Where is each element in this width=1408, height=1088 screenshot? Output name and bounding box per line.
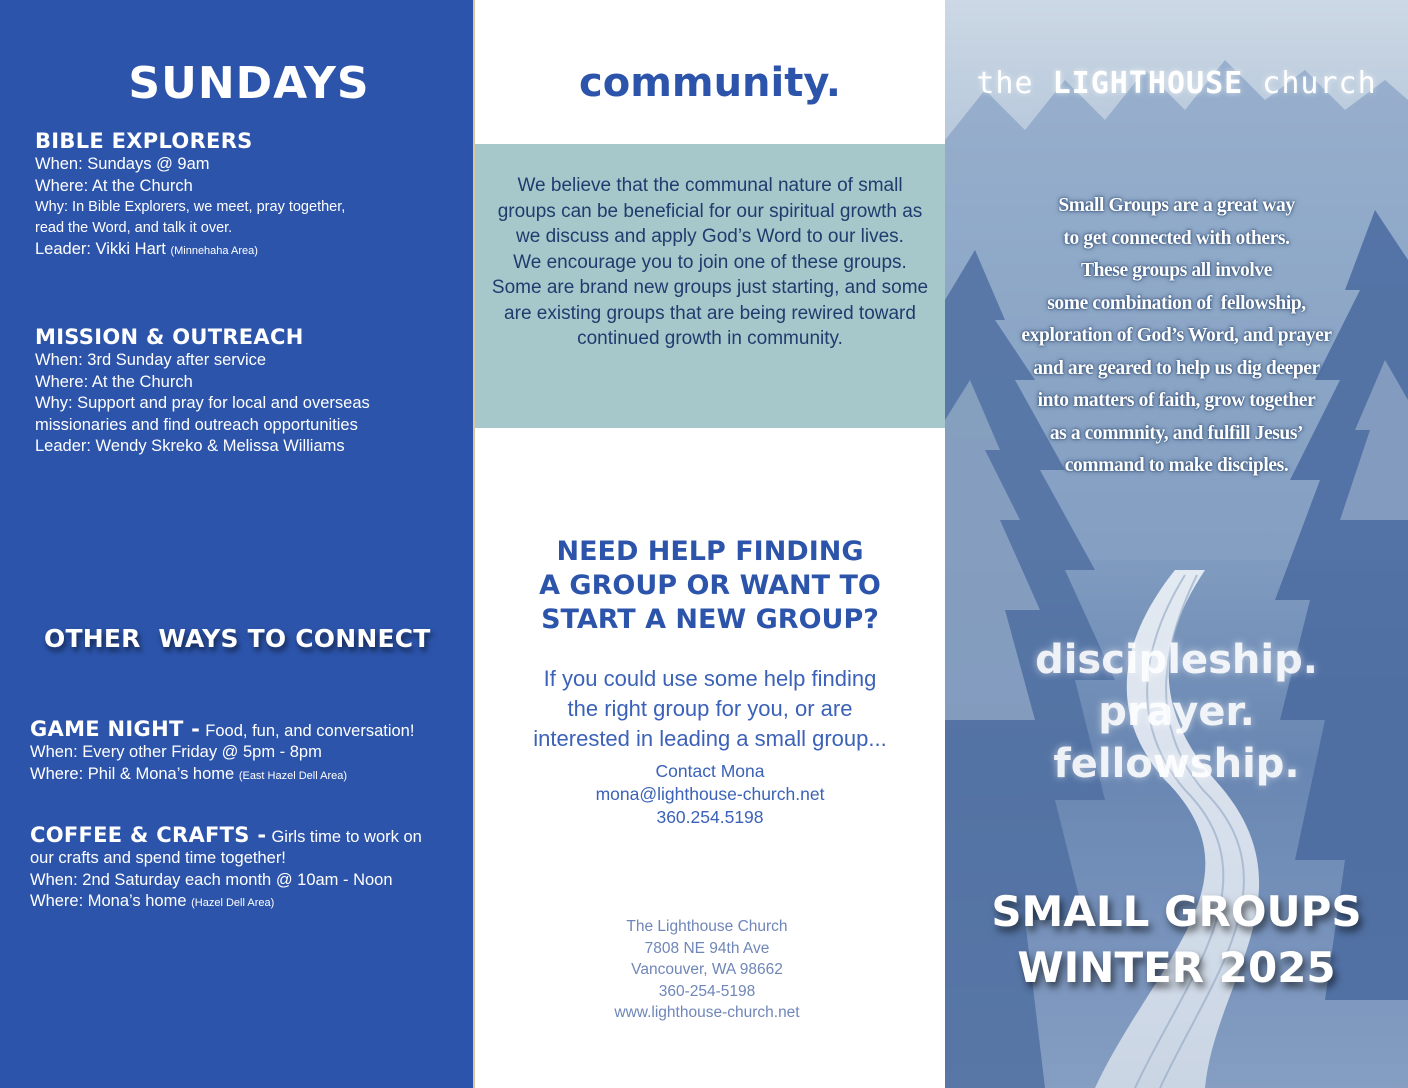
community-heading: community. (579, 60, 841, 106)
coffee-crafts-title: COFFEE & CRAFTS - (30, 823, 267, 847)
address-phone: 360-254-5198 (658, 982, 756, 1000)
small-groups-intro (995, 190, 1358, 483)
left-panel (0, 0, 475, 1088)
game-night-where: Where: Phil & Mona’s home (30, 764, 235, 783)
tagline-discipleship: discipleship. (1035, 637, 1318, 683)
mission-outreach-leader: Leader: Wendy Skreko & Melissa Williams (35, 437, 345, 455)
coffee-crafts-group (30, 822, 455, 915)
contact-phone: 360.254.5198 (656, 807, 764, 827)
bible-explorers-why-1: Why: In Bible Explorers, we meet, pray together, (35, 199, 346, 215)
game-night-header (30, 716, 455, 742)
address-street: 7808 NE 94th Ave (644, 939, 770, 957)
tagline-prayer: prayer. (1098, 689, 1255, 735)
address-name: The Lighthouse Church (626, 918, 788, 935)
mission-outreach-why-2: missionaries and find outreach opportunities (35, 415, 358, 434)
tagline-fellowship: fellowship. (1053, 741, 1300, 787)
mission-outreach-where: Where: At the Church (35, 372, 193, 391)
bible-explorers-group (35, 128, 460, 263)
bible-explorers-leader: Leader: Vikki Hart (35, 240, 166, 258)
coffee-crafts-header (30, 822, 455, 848)
cover-panel (945, 0, 1408, 1088)
tagline (945, 634, 1408, 790)
intro-line: into matters of faith, grow together (1037, 390, 1316, 411)
bible-explorers-why-2: read the Word, and talk it over. (35, 220, 233, 236)
brand-lighthouse: LIGHTHOUSE (1052, 66, 1244, 101)
coffee-crafts-when: When: 2nd Saturday each month @ 10am - Noon (30, 870, 393, 889)
mission-outreach-when: When: 3rd Sunday after service (35, 351, 267, 369)
mission-outreach-group (35, 324, 460, 458)
church-address (475, 916, 939, 1024)
intro-line: exploration of God’s Word, and prayer (1021, 325, 1332, 346)
intro-line: Small Groups are a great way (1058, 195, 1295, 216)
bible-explorers-where: Where: At the Church (35, 176, 193, 195)
contact-email[interactable]: mona@lighthouse-church.net (595, 784, 825, 804)
game-night-title: GAME NIGHT - (30, 717, 201, 741)
bible-explorers-title: BIBLE EXPLORERS (35, 129, 253, 153)
brand-church: church (1262, 66, 1377, 101)
mission-outreach-title: MISSION & OUTREACH (35, 325, 304, 349)
community-statement-1: We believe that the communal nature of small groups can be beneficial for our spiritual growth as we discuss and apply God’s Word to our lives. (497, 175, 923, 247)
coffee-crafts-area: (Hazel Dell Area) (191, 897, 275, 909)
community-statement-box (475, 144, 945, 428)
other-ways-heading: OTHER WAYS TO CONNECT (44, 624, 431, 653)
church-brand (945, 66, 1408, 101)
game-night-where-line (30, 764, 455, 788)
intro-line: command to make disciples. (1064, 455, 1289, 476)
sundays-heading: SUNDAYS (128, 58, 370, 109)
coffee-crafts-desc: Girls time to work on (271, 828, 422, 846)
intro-line: as a commnity, and fulfill Jesus’ (1049, 422, 1304, 444)
coffee-crafts-where-line (30, 891, 455, 915)
game-night-when: When: Every other Friday @ 5pm - 8pm (30, 743, 322, 761)
season-title (945, 884, 1408, 996)
bible-explorers-when: When: Sundays @ 9am (35, 155, 210, 173)
address-city: Vancouver, WA 98662 (631, 961, 783, 978)
season-line-2: WINTER 2025 (1017, 943, 1336, 992)
bible-explorers-leader-line (35, 239, 460, 263)
season-line-1: SMALL GROUPS (991, 887, 1362, 936)
game-night-area: (East Hazel Dell Area) (238, 769, 348, 782)
community-statement-2: We encourage you to join one of these groups. Some are brand new groups just starting, and some are existing groups that are being rewired toward continued growth in community. (491, 251, 929, 349)
address-web[interactable]: www.lighthouse-church.net (614, 1004, 800, 1021)
game-night-group (30, 716, 455, 787)
intro-line: some combination of fellowship, (1047, 292, 1306, 314)
contact-block (475, 760, 945, 829)
coffee-crafts-desc-2: our crafts and spend time together! (30, 849, 286, 867)
bible-explorers-area: (Minnehaha Area) (170, 245, 258, 257)
help-text: If you could use some help finding the right group for you, or are interested in leading a small group... (533, 666, 887, 751)
mission-outreach-why-1: Why: Support and pray for local and overseas (35, 394, 370, 412)
contact-name: Contact Mona (655, 761, 765, 781)
brand-the: the (976, 66, 1034, 101)
middle-panel (475, 0, 945, 1088)
intro-line: to get connected with others. (1063, 227, 1290, 249)
intro-line: These groups all involve (1080, 260, 1273, 281)
need-help-heading: NEED HELP FINDING A GROUP OR WANT TO START A NEW GROUP? (539, 536, 881, 635)
intro-line: and are geared to help us dig deeper (1033, 357, 1320, 379)
coffee-crafts-where: Where: Mona’s home (30, 892, 187, 910)
game-night-desc: Food, fun, and conversation! (205, 722, 415, 740)
